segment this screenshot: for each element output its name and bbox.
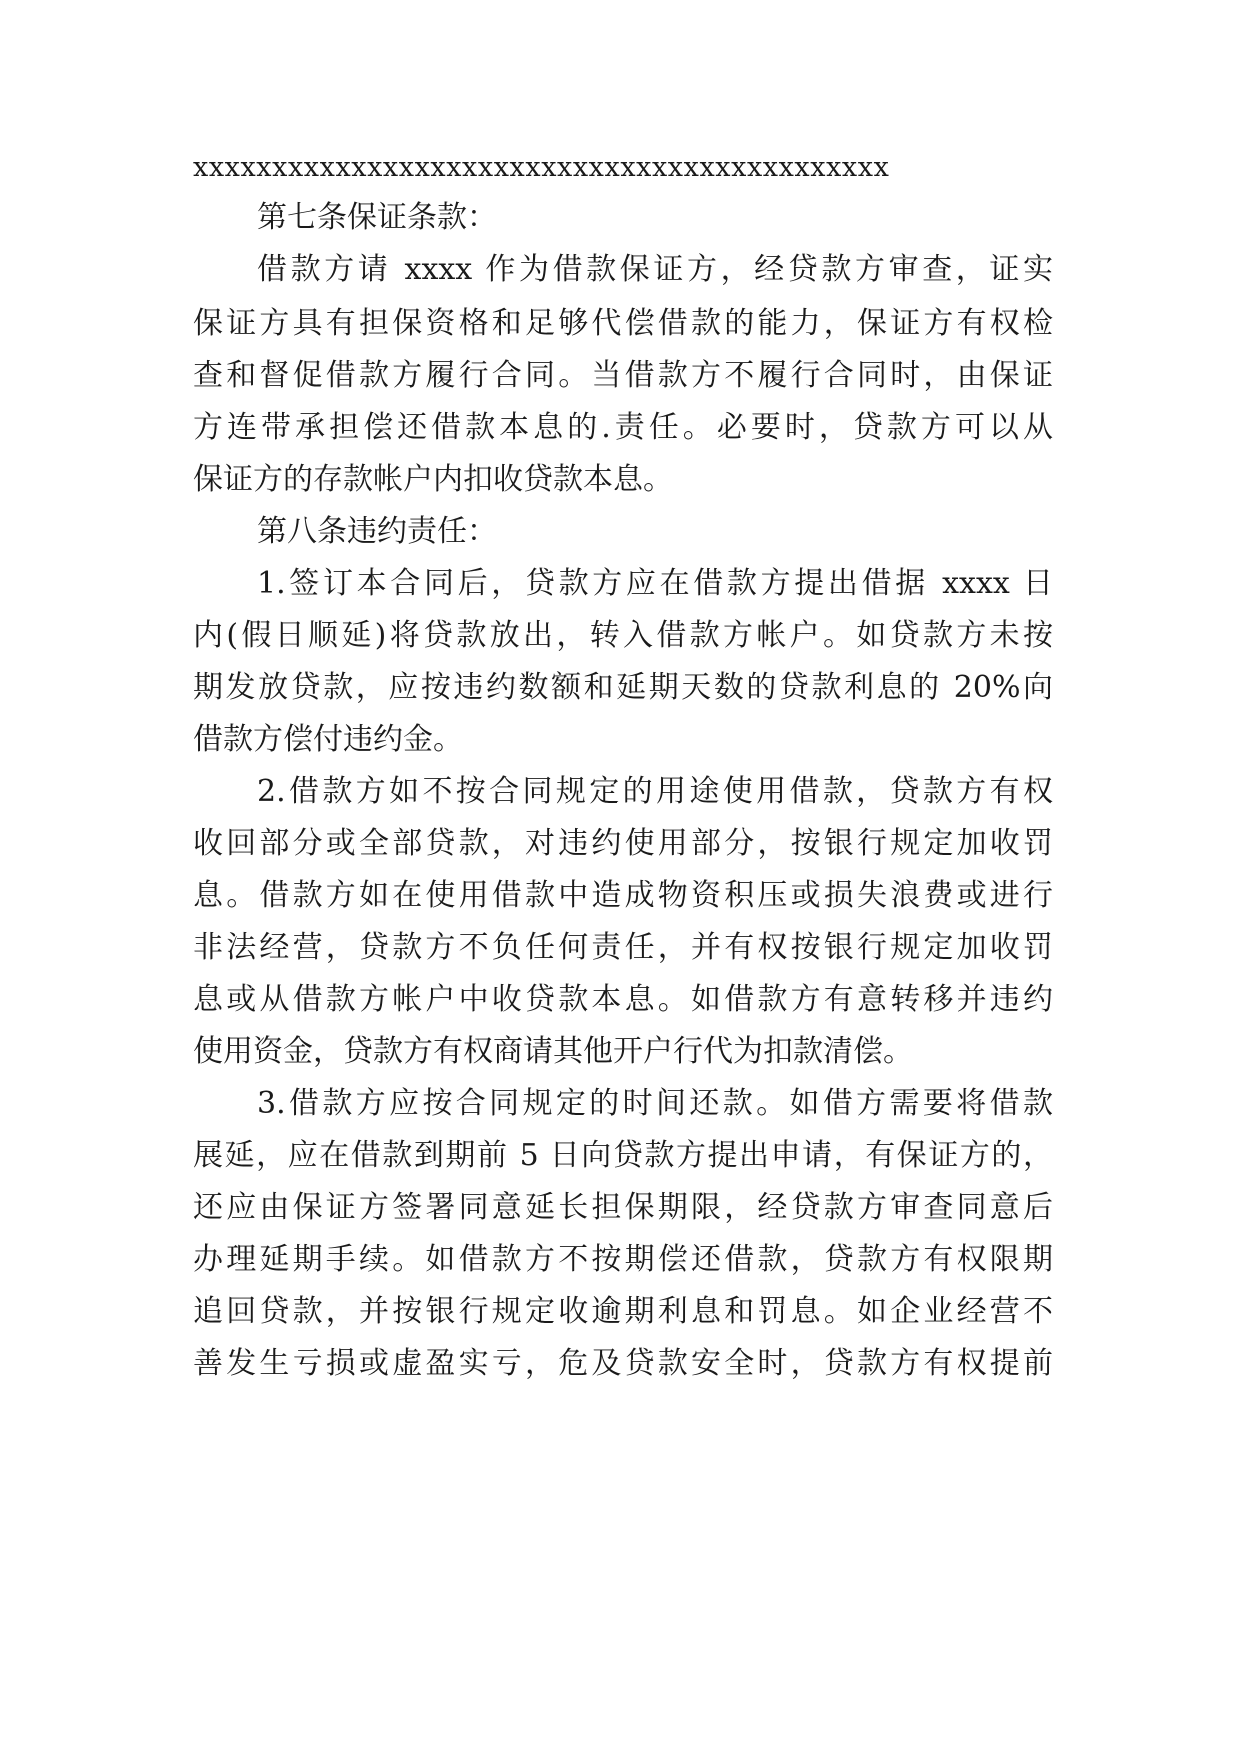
clause-8-item-2-line-1: 2.借款方如不按合同规定的用途使用借款，贷款方有权 (257, 774, 1053, 809)
clause-8-item-3-line-5: 追回贷款，并按银行规定收逾期利息和罚息。如企业经营不 (193, 1294, 1053, 1329)
clause-8-item-1-line-4: 借款方偿付违约金。 (193, 722, 463, 757)
clause-7-text-line-2: 保证方具有担保资格和足够代偿借款的能力，保证方有权检 (193, 306, 1053, 341)
clause-7-text-line-4: 方连带承担偿还借款本息的.责任。必要时，贷款方可以从 (193, 410, 1053, 445)
clause-8-item-2-line-3: 息。借款方如在使用借款中造成物资积压或损失浪费或进行 (193, 878, 1053, 913)
clause-8-item-3-line-6: 善发生亏损或虚盈实亏，危及贷款安全时，贷款方有权提前 (193, 1346, 1053, 1381)
clause-8-item-2-line-6: 使用资金，贷款方有权商请其他开户行代为扣款清偿。 (193, 1034, 913, 1069)
clause-7-heading: 第七条保证条款： (257, 200, 497, 235)
clause-8-item-3-line-4: 办理延期手续。如借款方不按期偿还借款，贷款方有权限期 (193, 1242, 1053, 1277)
clause-7-text-line-3: 查和督促借款方履行合同。当借款方不履行合同时，由保证 (193, 358, 1053, 393)
clause-8-item-1-line-1: 1.签订本合同后，贷款方应在借款方提出借据 xxxx 日 (257, 566, 1053, 601)
clause-8-item-1-line-3: 期发放贷款，应按违约数额和延期天数的贷款利息的 20%向 (193, 670, 1053, 705)
clause-7-text-line-1: 借款方请 xxxx 作为借款保证方，经贷款方审查，证实 (257, 252, 1053, 287)
clause-8-item-2-line-4: 非法经营，贷款方不负任何责任，并有权按银行规定加收罚 (193, 930, 1053, 965)
clause-8-heading: 第八条违约责任： (257, 514, 497, 549)
clause-8-item-3-line-3: 还应由保证方签署同意延长担保期限，经贷款方审查同意后 (193, 1190, 1053, 1225)
clause-8-item-3-line-1: 3.借款方应按合同规定的时间还款。如借方需要将借款 (257, 1086, 1053, 1121)
clause-8-item-2-line-2: 收回部分或全部贷款，对违约使用部分，按银行规定加收罚 (193, 826, 1053, 861)
clause-7-text-line-5: 保证方的存款帐户内扣收贷款本息。 (193, 462, 673, 497)
clause-8-item-1-line-2: 内(假日顺延)将贷款放出，转入借款方帐户。如贷款方未按 (193, 618, 1053, 653)
placeholder-line: xxxxxxxxxxxxxxxxxxxxxxxxxxxxxxxxxxxxxxxxxxxx (193, 152, 890, 183)
clause-8-item-3-line-2: 展延，应在借款到期前 5 日向贷款方提出申请，有保证方的， (193, 1138, 1053, 1173)
clause-8-item-2-line-5: 息或从借款方帐户中收贷款本息。如借款方有意转移并违约 (193, 982, 1053, 1017)
